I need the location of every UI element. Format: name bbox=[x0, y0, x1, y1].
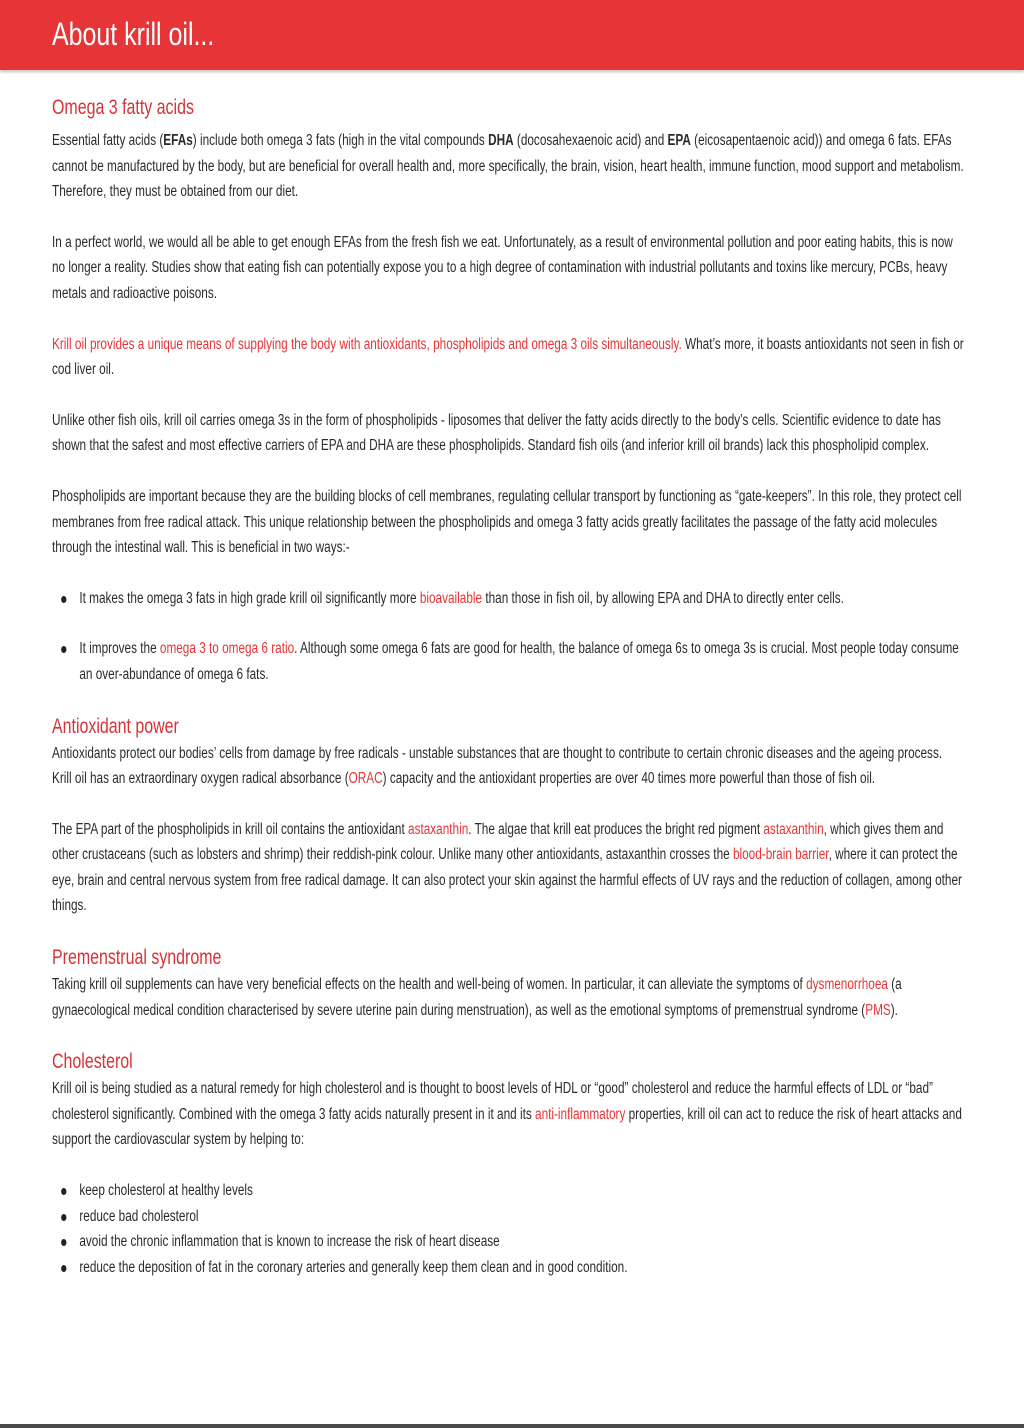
section-heading-cholesterol: Cholesterol bbox=[52, 1050, 133, 1074]
omega-ratio-link[interactable]: omega 3 to omega 6 ratio bbox=[159, 640, 295, 658]
list-item: It improves the omega 3 to omega 6 ratio. Although some omega 6 fats are good for health, the balance of omega 6s to omega 3s is crucial. Most people today consume an over-abundance of omega 6 fats. bbox=[52, 636, 964, 687]
pms-paragraph-1: Taking krill oil supplements can have very beneficial effects on the health and well-being of women. In particular, it can alleviate the symptoms of dysmenorrhoea (a gynaecological medical condition characterised by severe uterine pain during menstruation), as well as the emotional symptoms of premenstrual syndrome (PMS). bbox=[52, 976, 902, 1019]
omega-paragraph-3: Krill oil provides a unique means of supplying the body with antioxidants, phospholipids and omega 3 oils simultaneously. What’s more, it boasts antioxidants not seen in fish or cod liver oil. bbox=[52, 335, 964, 379]
cholesterol-benefits-list bbox=[52, 1178, 964, 1280]
list-item: avoid the chronic inflammation that is known to increase the risk of heart disease bbox=[52, 1229, 964, 1255]
bottom-divider bbox=[0, 1424, 1024, 1428]
dysmenorrhoea-link[interactable]: dysmenorrhoea bbox=[806, 976, 888, 994]
epa-term: EPA bbox=[667, 132, 691, 149]
omega-paragraph-2: In a perfect world, we would all be able to get enough EFAs from the fresh fish we eat. Unfortunately, as a result of environmental pollution and poor eating habits, this is now no longer a reality. Studies show that eating fish can potentially expose you to a high degree of contamination with industrial pollutants and toxins like mercury, PCBs, heavy metals and radioactive poisons. bbox=[52, 233, 953, 302]
astaxanthin-link-2[interactable]: astaxanthin bbox=[763, 820, 824, 838]
list-item: It makes the omega 3 fats in high grade krill oil significantly more bioavailable than those in fish oil, by allowing EPA and DHA to directly enter cells. bbox=[52, 586, 964, 612]
cholesterol-paragraph-1: Krill oil is being studied as a natural remedy for high cholesterol and is thought to boost levels of HDL or “good” cholesterol and reduce the harmful effects of LDL or “bad” cholesterol significantly. Combined with the omega 3 fatty acids naturally present in it and its anti-inflammatory properties, krill oil can act to reduce the risk of heart attacks and support the cardiovascular system by helping to: bbox=[52, 1080, 962, 1149]
blood-brain-barrier-link[interactable]: blood-brain barrier bbox=[732, 846, 829, 864]
article-body bbox=[52, 94, 964, 1280]
omega-paragraph-5: Phospholipids are important because they are the building blocks of cell membranes, regulating cellular transport by functioning as “gate-keepers”. In this role, they protect cell membranes from free radical attack. This unique relationship between the phospholipids and omega 3 fatty acids greatly facilitates the passage of the fatty acid molecules through the intestinal wall. This is beneficial in two ways:- bbox=[52, 487, 962, 557]
bioavailable-link[interactable]: bioavailable bbox=[419, 589, 483, 607]
astaxanthin-link[interactable]: astaxanthin bbox=[408, 820, 469, 838]
pms-link[interactable]: PMS bbox=[865, 1001, 891, 1019]
omega-benefits-list bbox=[52, 586, 964, 688]
dha-term: DHA bbox=[488, 132, 514, 149]
section-heading-antioxidant: Antioxidant power bbox=[52, 714, 179, 738]
anti-inflammatory-link[interactable]: anti-inflammatory bbox=[535, 1105, 626, 1123]
orac-link[interactable]: ORAC bbox=[348, 770, 383, 788]
header-bar bbox=[0, 0, 1024, 70]
section-heading-omega: Omega 3 fatty acids bbox=[52, 96, 194, 119]
krill-oil-highlight: Krill oil provides a unique means of supplying the body with antioxidants, phospholipids and omega 3 oils simultaneously. bbox=[52, 335, 682, 353]
antioxidant-paragraph-1: Antioxidants protect our bodies’ cells from damage by free radicals - unstable substances that are thought to contribute to certain chronic diseases and the ageing process. Krill oil has an extraordinary oxygen radical absorbance (ORAC) capacity and the antioxidant properties are over 40 times more powerful than those of fish oil. bbox=[52, 744, 943, 788]
section-heading-pms: Premenstrual syndrome bbox=[52, 946, 222, 970]
omega-paragraph-1: Essential fatty acids (EFAs) include both omega 3 fats (high in the vital compounds DHA (docosahexaenoic acid) and EPA (eicosapentaenoic acid)) and omega 6 fats. EFAs cannot be manufactured by the body, but are beneficial for overall health and, more specifically, the brain, vision, heart health, immune function, mood support and metabolism. Therefore, they must be obtained from our diet. bbox=[52, 132, 964, 201]
efas-term: EFAs bbox=[163, 132, 193, 149]
omega-paragraph-4: Unlike other fish oils, krill oil carries omega 3s in the form of phospholipids - liposomes that deliver the fatty acids directly to the body’s cells. Scientific evidence to date has shown that the safest and most effective carriers of EPA and DHA are these phospholipids. Standard fish oils (and inferior krill oil brands) lack this phospholipid complex. bbox=[52, 411, 941, 455]
antioxidant-paragraph-2: The EPA part of the phospholipids in krill oil contains the antioxidant astaxanthin. The algae that krill eat produces the bright red pigment astaxanthin, which gives them and other crustaceans (such as lobsters and shrimp) their reddish-pink colour. Unlike many other antioxidants, astaxanthin crosses the blood-brain barrier, where it can protect the eye, brain and central nervous system from free radical damage. It can also protect your skin against the harmful effects of UV rays and the reduction of collagen, among other things. bbox=[52, 820, 962, 915]
list-item: reduce the deposition of fat in the coronary arteries and generally keep them clean and in good condition. bbox=[52, 1255, 964, 1281]
list-item: reduce bad cholesterol bbox=[52, 1204, 964, 1230]
list-item: keep cholesterol at healthy levels bbox=[52, 1178, 964, 1204]
page-title: About krill oil... bbox=[52, 16, 215, 52]
